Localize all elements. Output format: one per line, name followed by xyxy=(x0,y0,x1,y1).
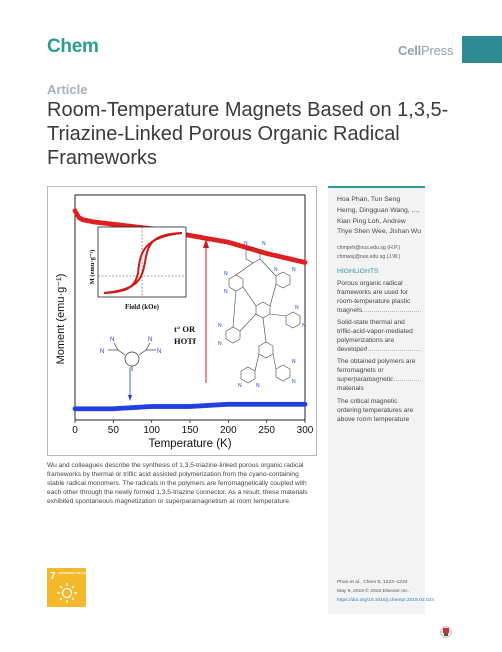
journal-logo: Chem xyxy=(47,36,99,57)
svg-text:N: N xyxy=(244,241,248,247)
svg-text:N: N xyxy=(218,341,222,347)
framework-structure xyxy=(226,247,300,383)
blue-series-point xyxy=(303,402,308,407)
svg-text:N: N xyxy=(256,383,260,389)
svg-text:N: N xyxy=(100,349,105,355)
article-type-label: Article xyxy=(47,82,88,97)
article-title: Room-Temperature Magnets Based on 1,3,5-Triazine-Linked Porous Organic Radical Frameworks xyxy=(47,99,449,169)
highlight-item: The obtained polymers are ferromagnets or superparamagnetic materials xyxy=(337,358,416,393)
publisher-logo xyxy=(398,43,453,58)
svg-text:N: N xyxy=(295,305,299,311)
x-tick-label: 50 xyxy=(107,425,119,436)
y-axis-label: Moment (emu·g⁻¹) xyxy=(55,273,67,365)
svg-text:N: N xyxy=(110,337,115,343)
moment-temperature-chart xyxy=(48,187,316,455)
svg-text:N: N xyxy=(218,323,222,329)
highlights-heading: HIGHLIGHTS xyxy=(337,268,379,275)
svg-text:N: N xyxy=(292,359,296,365)
svg-text:N: N xyxy=(292,267,296,273)
svg-text:N: N xyxy=(262,241,266,247)
x-axis-label: Temperature (K) xyxy=(148,438,232,450)
sun-icon xyxy=(57,583,77,603)
sdg-number: 7 xyxy=(50,571,56,582)
sdg-badge-art xyxy=(47,568,102,607)
x-tick-label: 100 xyxy=(143,425,161,436)
svg-text:N: N xyxy=(292,379,296,385)
header-accent-block xyxy=(462,36,502,63)
highlight-item: Solid-state thermal and triflic-acid-vapor-mediated polymerizations are developed xyxy=(337,319,413,354)
annotation-condition-1: t° OR xyxy=(174,324,196,334)
x-tick-label: 150 xyxy=(181,425,199,436)
svg-text:N: N xyxy=(302,323,306,329)
x-tick-label: 300 xyxy=(296,425,314,436)
annotation-condition-2: HOTf xyxy=(174,336,196,346)
sdg-label: AFFORDABLE AND CLEAN ENERGY xyxy=(58,572,102,575)
highlight-item: The critical magnetic ordering temperatures are above room temperature xyxy=(337,398,414,424)
crossmark-icon[interactable] xyxy=(440,625,452,637)
x-tick-label: 200 xyxy=(219,425,237,436)
svg-text:N: N xyxy=(238,383,242,389)
graphical-abstract xyxy=(47,186,317,456)
crossmark-icon-art xyxy=(440,626,452,638)
x-tick-label: 250 xyxy=(258,425,276,436)
author-list[interactable]: Hoa Phan, Tun Seng Herng, Dingguan Wang, ..., Kian Ping Loh, Andrew Thye Shen Wee, Jishan Wu xyxy=(337,196,421,236)
citation-text: Phan et al., Chem 5, 1223–1234 xyxy=(337,580,408,585)
sdg-badge xyxy=(47,568,102,607)
svg-text:N: N xyxy=(224,271,228,277)
svg-text:N: N xyxy=(157,349,162,355)
red-series-point xyxy=(303,260,308,265)
x-tick-label: 0 xyxy=(72,425,78,436)
inset-plot xyxy=(89,227,186,311)
highlight-item: Porous organic radical frameworks are used for room-temperature plastic magnets xyxy=(337,280,411,315)
svg-text:N: N xyxy=(148,337,153,343)
publisher-logo-cell: Cell xyxy=(398,43,422,58)
copyright-date: May 9, 2019 © 2019 Elsevier Inc. xyxy=(337,588,410,594)
highlight-divider xyxy=(337,311,421,312)
monomer-structure xyxy=(108,343,156,371)
inset-x-label: Field (kOe) xyxy=(124,303,160,311)
inset-y-label: M (emu·g⁻¹) xyxy=(89,249,96,285)
doi-link[interactable]: https://doi.org/10.1016/j.chempr.2019.02.024 xyxy=(337,597,435,603)
email-link[interactable]: chmpvh@nus.edu.sg (H.P.) xyxy=(337,245,401,251)
highlight-divider xyxy=(337,350,421,351)
citation-block xyxy=(337,579,435,605)
svg-text:N: N xyxy=(274,267,278,273)
graphical-abstract-summary: Wu and colleagues describe the synthesis of 1,3,5-triazine-linked porous organic radical frameworks by thermal or triflic acid assisted polymerization from the cyano-containing stable radical monomers. The radicals in the polymers are ferromagnetically coupled with each other through the newly formed 1,3,5-triazine connector. As a result, these materials exhibited spontaneous magnetization or superparamagnetism at room temperature. xyxy=(47,462,308,506)
email-link[interactable]: chmwuj@nus.edu.sg (J.W.) xyxy=(337,253,401,260)
x-ticks xyxy=(72,420,314,436)
highlight-divider xyxy=(337,380,421,381)
publisher-logo-press: Press xyxy=(421,43,454,58)
framework-n-atoms xyxy=(218,241,306,389)
svg-text:N: N xyxy=(224,289,228,295)
down-arrow-head xyxy=(128,395,132,401)
correspondence-emails xyxy=(337,244,421,261)
